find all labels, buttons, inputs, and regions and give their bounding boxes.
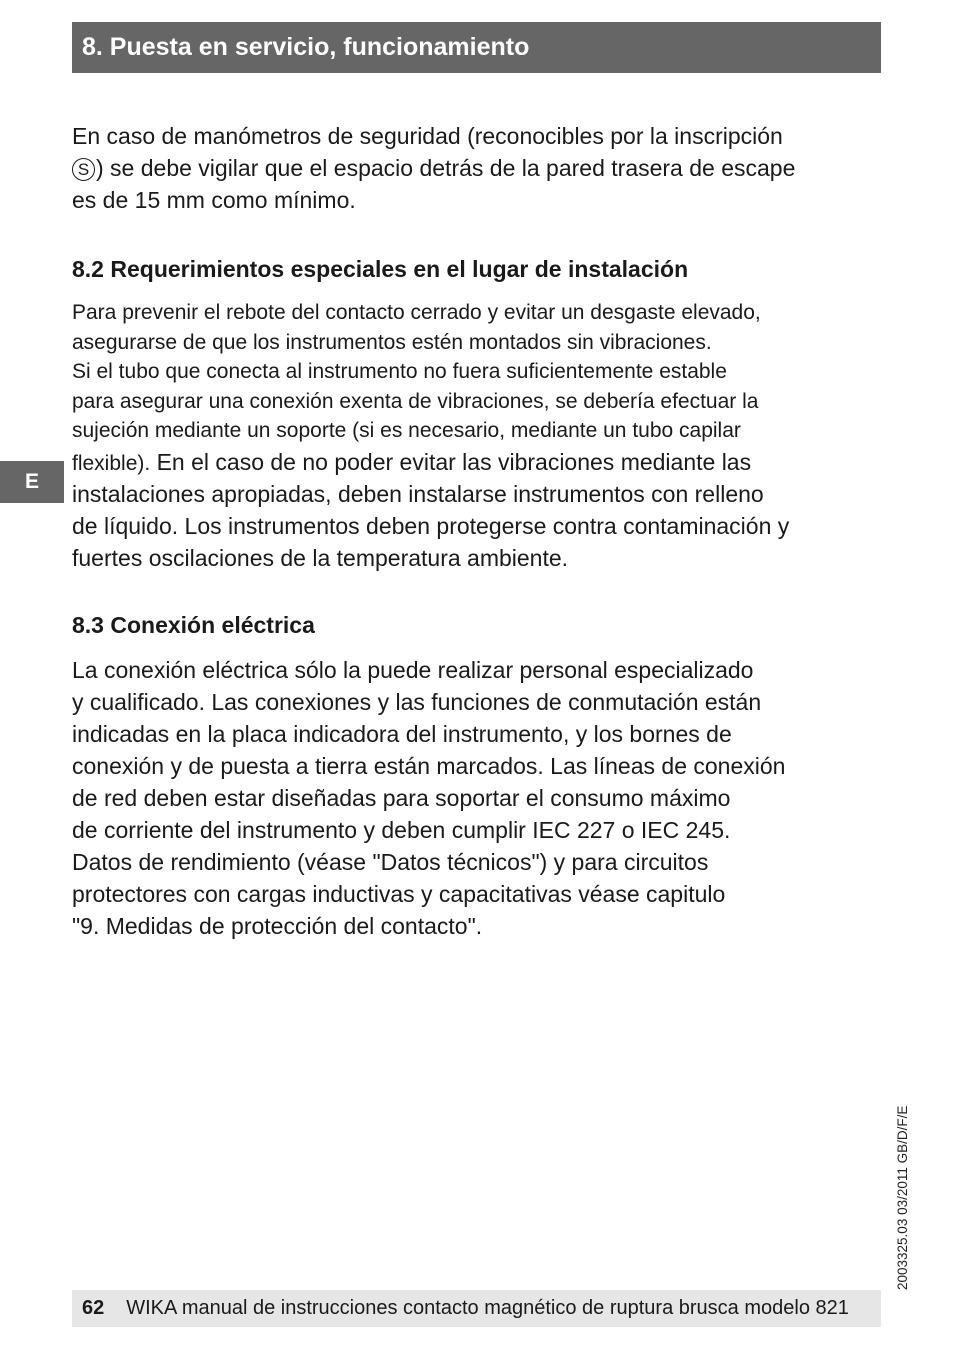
paragraph-line: flexible).: [72, 451, 151, 475]
paragraph-line: asegurarse de que los instrumentos estén montados sin vibraciones.: [72, 330, 712, 354]
paragraph-line: "9. Medidas de protección del contacto".: [72, 913, 483, 939]
heading-8-2: 8.2 Requerimientos especiales en el lugar de instalación: [72, 256, 689, 282]
paragraph-line: y cualificado. Las conexiones y las funciones de conmutación están: [72, 689, 762, 715]
paragraph-line: En el caso de no poder evitar las vibraciones mediante las: [150, 448, 752, 475]
heading-8-3: 8.3 Conexión eléctrica: [72, 612, 315, 638]
footer-title: WIKA manual de instrucciones contacto magnético de ruptura brusca modelo 821: [126, 1297, 849, 1319]
paragraph-line: de red deben estar diseñadas para soportar el consumo máximo: [72, 785, 731, 811]
paragraph-8-2: [72, 298, 872, 478]
section-header: [72, 22, 881, 73]
page-number: 62: [82, 1297, 105, 1319]
section-title: 8. Puesta en servicio, funcionamiento: [82, 33, 530, 61]
paragraph-line: instalaciones apropiadas, deben instalarse instrumentos con relleno: [72, 481, 764, 507]
paragraph-line: fuertes oscilaciones de la temperatura ambiente.: [72, 545, 569, 571]
intro-paragraph: [72, 120, 872, 216]
page-content: [72, 120, 872, 942]
page-footer: [72, 1290, 881, 1327]
paragraph-line: Datos de rendimiento (véase "Datos técnicos") y para circuitos: [72, 849, 709, 875]
intro-line: es de 15 mm como mínimo.: [72, 187, 356, 213]
paragraph-line: protectores con cargas inductivas y capacitativas véase capitulo: [72, 881, 726, 907]
intro-line: ) se debe vigilar que el espacio detrás de la pared trasera de escape: [96, 155, 796, 181]
paragraph-line: conexión y de puesta a tierra están marcados. Las líneas de conexión: [72, 753, 786, 779]
paragraph-line: indicadas en la placa indicadora del instrumento, y los bornes de: [72, 721, 732, 747]
safety-s-symbol-icon: S: [72, 158, 95, 181]
paragraph-line: Si el tubo que conecta al instrumento no fuera suficientemente estable: [72, 360, 727, 383]
paragraph-line: de corriente del instrumento y deben cumplir IEC 227 o IEC 245.: [72, 817, 731, 843]
paragraph-line: Para prevenir el rebote del contacto cerrado y evitar un desgaste elevado,: [72, 301, 761, 324]
paragraph-line: de líquido. Los instrumentos deben protegerse contra contaminación y: [72, 513, 790, 539]
document-code: 2003325.03 03/2011 GB/D/F/E: [895, 1105, 910, 1290]
paragraph-8-2-continued: [72, 478, 872, 574]
intro-line: En caso de manómetros de seguridad (reconocibles por la inscripción: [72, 123, 783, 149]
paragraph-line: para asegurar una conexión exenta de vibraciones, se debería efectuar la: [72, 389, 759, 413]
paragraph-line: La conexión eléctrica sólo la puede realizar personal especializado: [72, 657, 754, 683]
paragraph-line: sujeción mediante un soporte (si es necesario, mediante un tubo capilar: [72, 419, 741, 442]
language-tab: [0, 461, 64, 503]
language-tab-label: E: [24, 470, 39, 493]
paragraph-8-3: [72, 654, 872, 942]
